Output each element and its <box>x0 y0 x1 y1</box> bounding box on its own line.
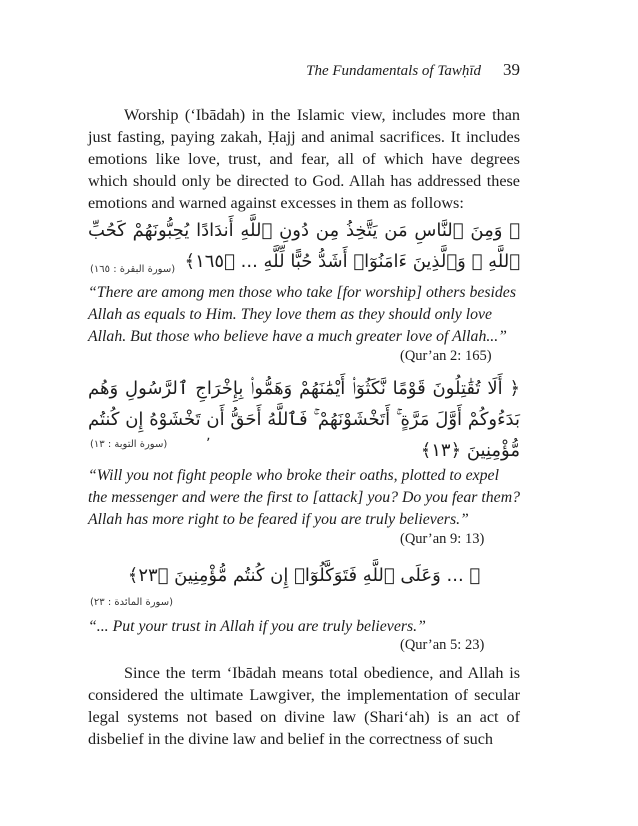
translation-1: “There are among men those who take [for worship] others besides Allah as equals to Him. They love them as they should only love Allah. But those who believe have a much greater love of Allah...” <box>88 284 516 345</box>
sura-reference-2: (سورة التوبة : ١٣) <box>90 439 168 450</box>
quran-reference-3: (Qur’an 5: 23) <box>400 637 485 653</box>
intro-paragraph <box>88 104 520 214</box>
quran-reference-2: (Qur’an 9: 13) <box>400 531 485 547</box>
page-number: 39 <box>503 60 520 79</box>
running-title: The Fundamentals of Tawḥīd <box>306 63 481 79</box>
outro-text: Since the term ‘Ibādah means total obedience, and Allah is considered the ultimate Lawgiver, the implementation of secular legal systems not based on divine law (Shari‘ah) is an act of disbelief in the divine law and belief in the correctness of such <box>88 664 520 748</box>
sura-reference-3: (سورة المائدة : ٢٣) <box>90 597 174 608</box>
outro-paragraph <box>88 662 520 750</box>
translation-2: “Will you not fight people who broke their oaths, plotted to expel the messenger and were the first to [attack] you? Do you fear them? Allah has more right to be feared if you are truly believers.” <box>88 467 520 528</box>
translation-3: “... Put your trust in Allah if you are truly believers.” <box>88 618 426 635</box>
arabic-verse-1: ﴿ وَمِنَ ٱلنَّاسِ مَن يَتَّخِذُ مِن دُونِ ٱللَّهِ أَندَادًا يُحِبُّونَهُمْ كَحُبِّ ٱللَّهِ ۖ وَٱلَّذِينَ ءَامَنُوٓا۟ أَشَدُّ حُبًّا لِّلَّهِ ... ﴿١٦٥﴾ <box>88 220 520 272</box>
arabic-verse-3: ﴿ ... وَعَلَى ٱللَّهِ فَتَوَكَّلُوٓا۟ إِن كُنتُم مُّؤْمِنِينَ ﴿٢٣﴾ <box>127 565 481 586</box>
sura-reference-1: (سورة البقرة : ١٦٥) <box>90 264 176 275</box>
running-header <box>290 60 520 84</box>
arabic-verse-2: ﴿ أَلَا تُقَٰتِلُونَ قَوْمًا نَّكَثُوٓا۟ أَيْمَٰنَهُمْ وَهَمُّوا۟ بِإِخْرَاجِ ٱلرَّسُولِ وَهُم بَدَءُوكُمْ أَوَّلَ مَرَّةٍ ۚ أَتَخْشَوْنَهُمْ ۚ فَٱللَّهُ أَحَقُّ أَن تَخْشَوْهُ إِن كُنتُم مُّؤْمِنِينَ ﴿١٣﴾ <box>88 378 520 461</box>
verse-marker: ٬ <box>206 437 211 452</box>
quran-reference-1: (Qur’an 2: 165) <box>400 348 492 364</box>
intro-text: Worship (‘Ibādah) in the Islamic view, includes more than just fasting, paying zakah, Ḥajj and animal sacrifices. It includes emotions like love, trust, and fear, all of which have degrees which should only be directed to God. Allah has addressed these emotions and warned against excesses in them as follows: <box>88 106 520 212</box>
